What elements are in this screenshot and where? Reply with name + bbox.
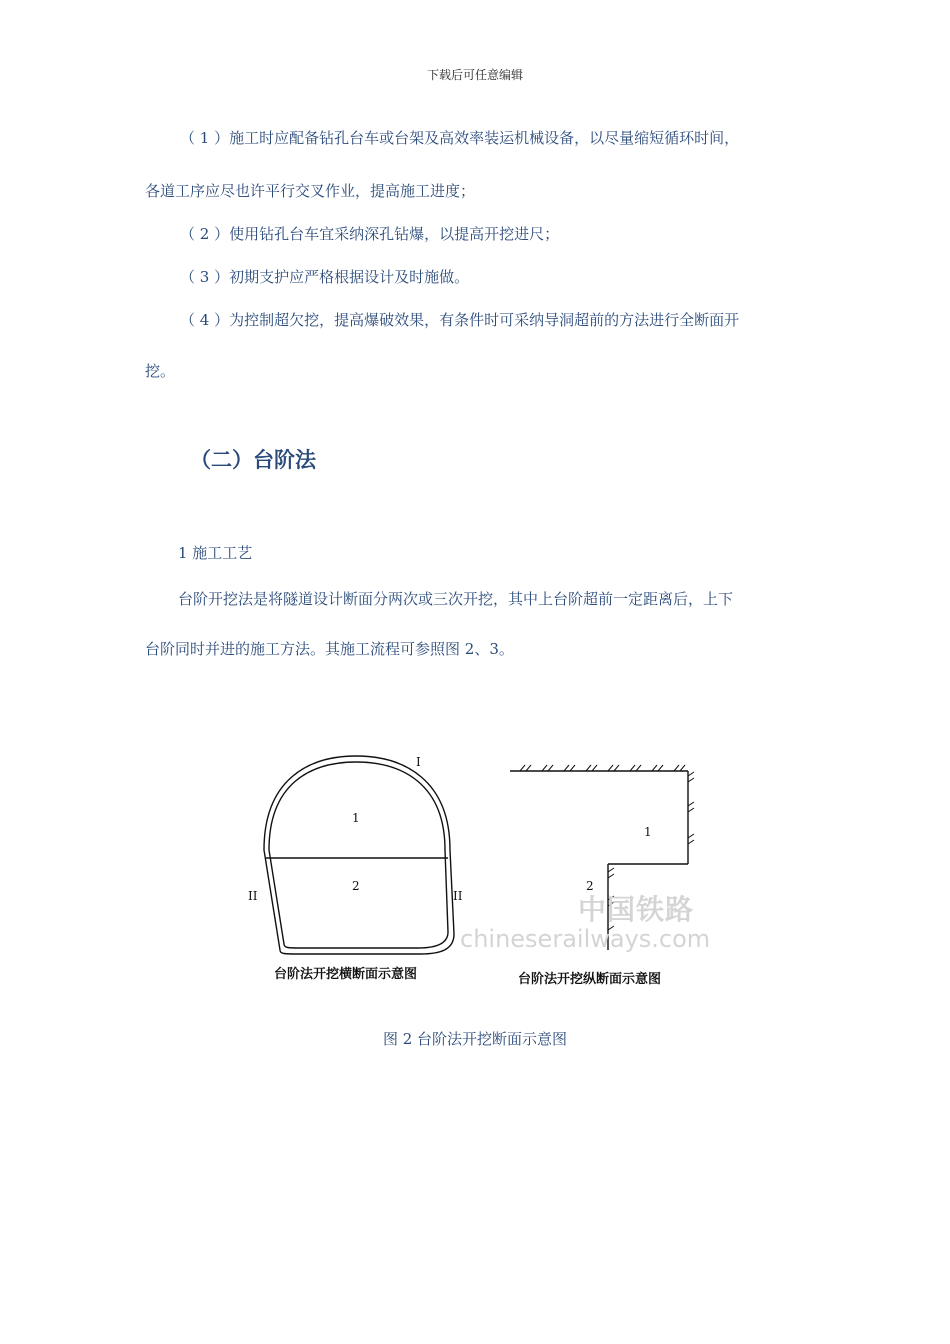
label-part-one: 1 bbox=[352, 811, 360, 825]
paragraph-4b: 挖。 bbox=[145, 362, 176, 380]
paragraph-4a: （ 4 ）为控制超欠挖，提高爆破效果，有条件时可采纳导洞超前的方法进行全断面开 bbox=[180, 311, 740, 329]
watermark-chinese: 中国铁路 bbox=[578, 893, 695, 926]
sub-heading: 1 施工工艺 bbox=[178, 544, 253, 562]
cross-section-diagram bbox=[264, 756, 454, 954]
watermark-english: chineserailways.com bbox=[460, 925, 711, 953]
paragraph-1a: （ 1 ）施工时应配备钻孔台车或台架及高效率装运机械设备，以尽量缩短循环时间， bbox=[180, 129, 740, 147]
paragraph-2: （ 2 ）使用钻孔台车宜采纳深孔钻爆，以提高开挖进尺； bbox=[180, 225, 560, 243]
label-longitudinal-one: 1 bbox=[644, 825, 652, 839]
label-roman-two-right: II bbox=[453, 889, 463, 903]
section-heading: （二）台阶法 bbox=[190, 448, 316, 472]
label-roman-one: I bbox=[416, 755, 421, 769]
longitudinal-section-caption: 台阶法开挖纵断面示意图 bbox=[518, 972, 662, 987]
label-roman-two-left: II bbox=[248, 889, 258, 903]
body-line-1: 台阶开挖法是将隧道设计断面分两次或三次开挖，其中上台阶超前一定距离后，上下 bbox=[178, 590, 734, 608]
figure-diagrams bbox=[240, 740, 720, 1000]
paragraph-3: （ 3 ）初期支护应严格根据设计及时施做。 bbox=[180, 268, 470, 286]
paragraph-1b: 各道工序应尽也许平行交叉作业，提高施工进度； bbox=[145, 182, 476, 200]
label-part-two: 2 bbox=[352, 879, 360, 893]
tunnel-outline-inner bbox=[269, 762, 448, 948]
label-longitudinal-two: 2 bbox=[586, 879, 594, 893]
figure-caption: 图 2 台阶法开挖断面示意图 bbox=[382, 1030, 568, 1048]
page-header: 下载后可任意编辑 bbox=[426, 68, 523, 82]
cross-section-caption: 台阶法开挖横断面示意图 bbox=[274, 967, 418, 982]
body-line-2: 台阶同时并进的施工方法。其施工流程可参照图 2、3。 bbox=[145, 640, 514, 658]
tunnel-outline-outer bbox=[264, 756, 454, 954]
